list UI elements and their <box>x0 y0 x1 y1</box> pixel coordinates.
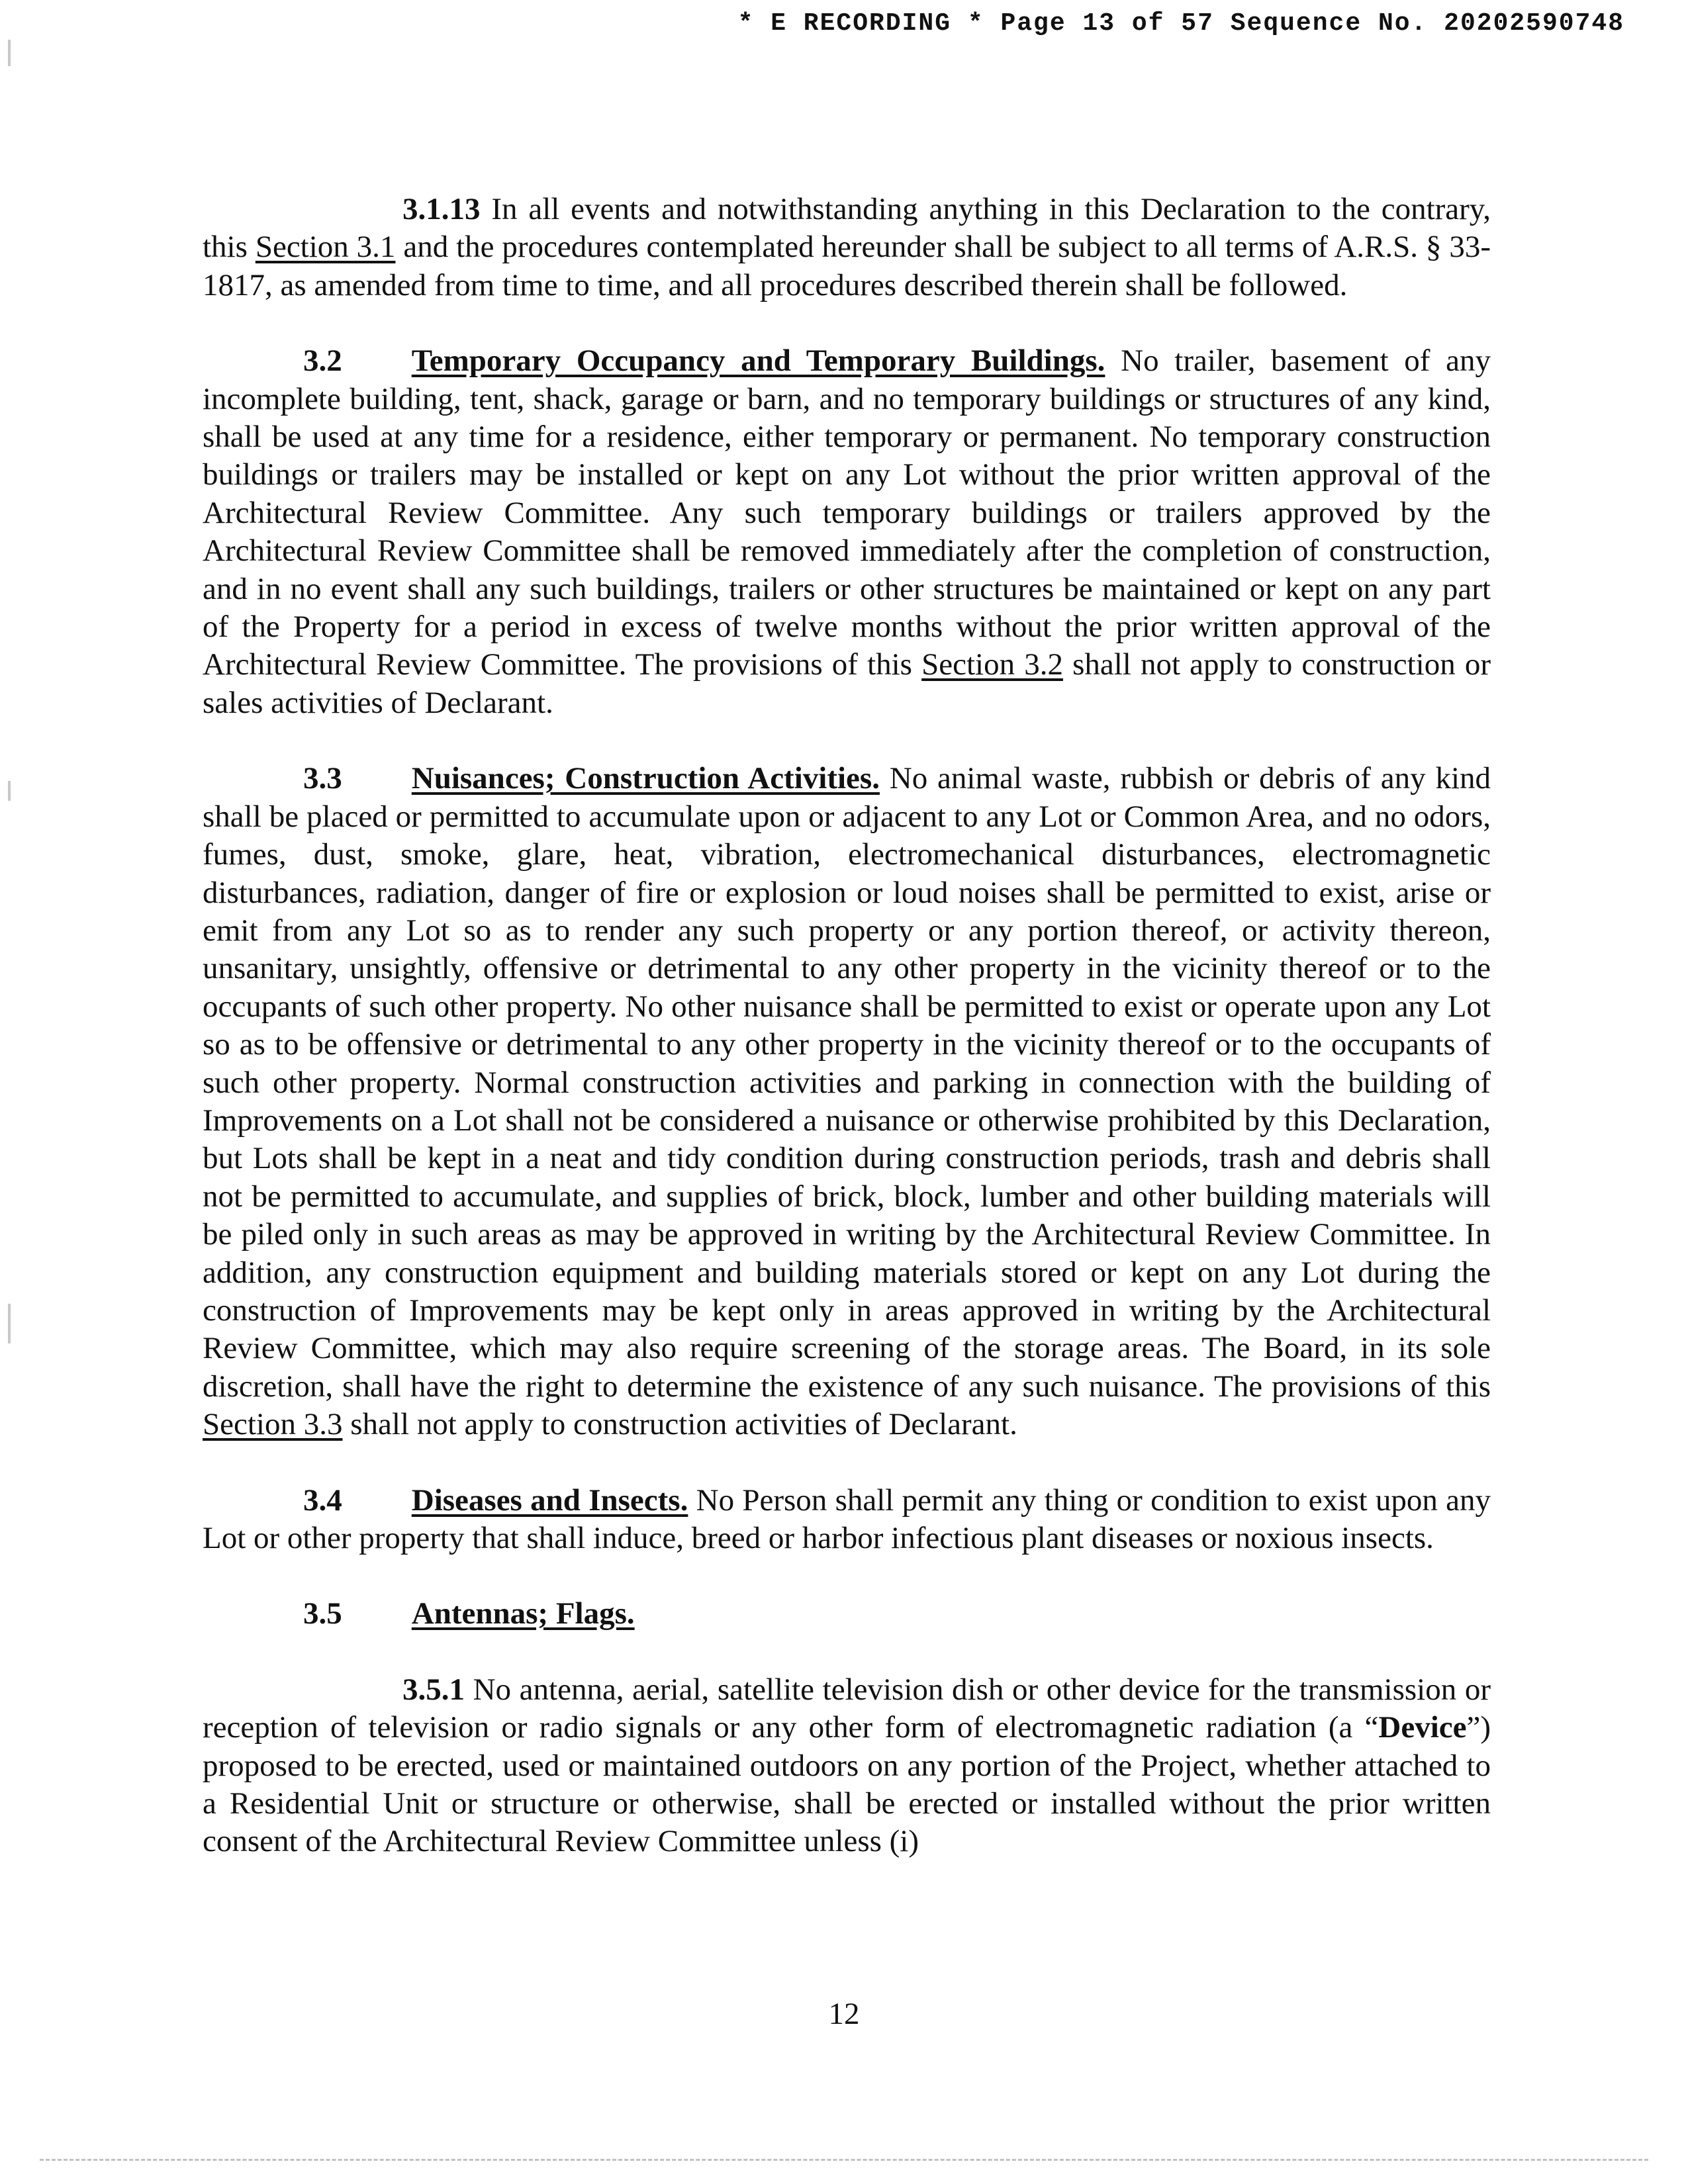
section-heading: Diseases and Insects. <box>411 1482 688 1518</box>
paragraph-text: ”) proposed to be erected, used or maintained outdoors on any portion of the Project, whether attached to a Residential Unit or structure or otherwise, shall be erected or installed without the prior written consent of the Architectural Review Committee unless (i) <box>203 1710 1491 1859</box>
section-number: 3.5 <box>303 1596 342 1631</box>
paragraph-text: shall not apply to construction activities of Declarant. <box>342 1407 1017 1442</box>
paragraph-3-2 <box>203 342 1491 722</box>
scan-artifact-line <box>40 2159 1648 2161</box>
section-number: 3.1.13 <box>402 192 481 226</box>
paragraph-3-5 <box>203 1595 1491 1633</box>
scan-margin-mark <box>8 781 11 801</box>
section-number: 3.5.1 <box>402 1672 465 1707</box>
section-number: 3.2 <box>303 343 342 379</box>
recording-stamp: * E RECORDING * Page 13 of 57 Sequence No. 20202590748 <box>737 9 1624 38</box>
section-heading: Antennas; Flags. <box>411 1596 635 1631</box>
section-reference: Section 3.1 <box>255 230 396 265</box>
paragraph-3-5-1 <box>203 1671 1491 1861</box>
defined-term: Device <box>1378 1710 1467 1745</box>
section-heading: Nuisances; Construction Activities. <box>411 761 880 796</box>
paragraph-text: No trailer, basement of any incomplete building, tent, shack, garage or barn, and no temporary buildings or structures of any kind, shall be used at any time for a residence, either temporary or permanent. No temporary construction buildings or trailers may be installed or kept on any Lot without the prior written approval of the Architectural Review Committee. Any such temporary buildings or trailers approved by the Architectural Review Committee shall be removed immediately after the completion of construction, and in no event shall any such buildings, trailers or other structures be maintained or kept on any part of the Property for a period in excess of twelve months without the prior written approval of the Architectural Review Committee. The provisions of this <box>203 343 1491 682</box>
paragraph-text: No Person shall permit any thing or condition to exist upon any Lot or other property that shall induce, breed or harbor infectious plant diseases or noxious insects. <box>203 1482 1491 1555</box>
section-reference: Section 3.3 <box>203 1407 343 1442</box>
section-heading: Temporary Occupancy and Temporary Buildings. <box>411 343 1105 379</box>
paragraph-3-4 <box>203 1482 1491 1558</box>
section-reference: Section 3.2 <box>921 647 1063 682</box>
scan-margin-mark <box>8 1304 11 1343</box>
paragraph-text: and the procedures contemplated hereunder shall be subject to all terms of A.R.S. § 33-1817, as amended from time to time, and all procedures described therein shall be followed. <box>203 230 1491 302</box>
section-number: 3.3 <box>303 761 342 796</box>
page-number: 12 <box>828 1997 860 2031</box>
paragraph-text: No animal waste, rubbish or debris of any kind shall be placed or permitted to accumulate upon or adjacent to any Lot or Common Area, and no odors, fumes, dust, smoke, glare, heat, vibration, electromechanical disturbances, electromagnetic disturbances, radiation, danger of fire or explosion or loud noises shall be permitted to exist, arise or emit from any Lot so as to render any such property or any portion thereof, or activity thereon, unsanitary, unsightly, offensive or detrimental to any other property in the vicinity thereof or to the occupants of such other property. No other nuisance shall be permitted to exist or operate upon any Lot so as to be offensive or detrimental to any other property in the vicinity thereof or to the occupants of such other property. Normal construction activities and parking in connection with the building of Improvements on a Lot shall not be considered a nuisance or otherwise prohibited by this Declaration, but Lots shall be kept in a neat and tidy condition during construction periods, trash and debris shall not be permitted to accumulate, and supplies of brick, block, lumber and other building materials will be piled only in such areas as may be approved in writing by the Architectural Review Committee. In addition, any construction equipment and building materials stored or kept on any Lot during the construction of Improvements may be kept only in areas approved in writing by the Architectural Review Committee, which may also require screening of the storage areas. The Board, in its sole discretion, shall have the right to determine the existence of any such nuisance. The provisions of this <box>203 761 1491 1404</box>
paragraph-3-1-13 <box>203 191 1491 304</box>
document-body <box>203 191 1491 1861</box>
paragraph-text: In all events and notwithstanding anything in this Declaration to the contrary, this <box>203 192 1491 265</box>
paragraph-text: shall not apply to construction or sales activities of Declarant. <box>203 647 1491 720</box>
paragraph-text: No antenna, aerial, satellite television dish or other device for the transmission or reception of television or radio signals or any other form of electromagnetic radiation (a “ <box>203 1672 1491 1745</box>
section-number: 3.4 <box>303 1482 342 1518</box>
paragraph-3-3 <box>203 760 1491 1443</box>
scan-margin-mark <box>8 40 11 66</box>
